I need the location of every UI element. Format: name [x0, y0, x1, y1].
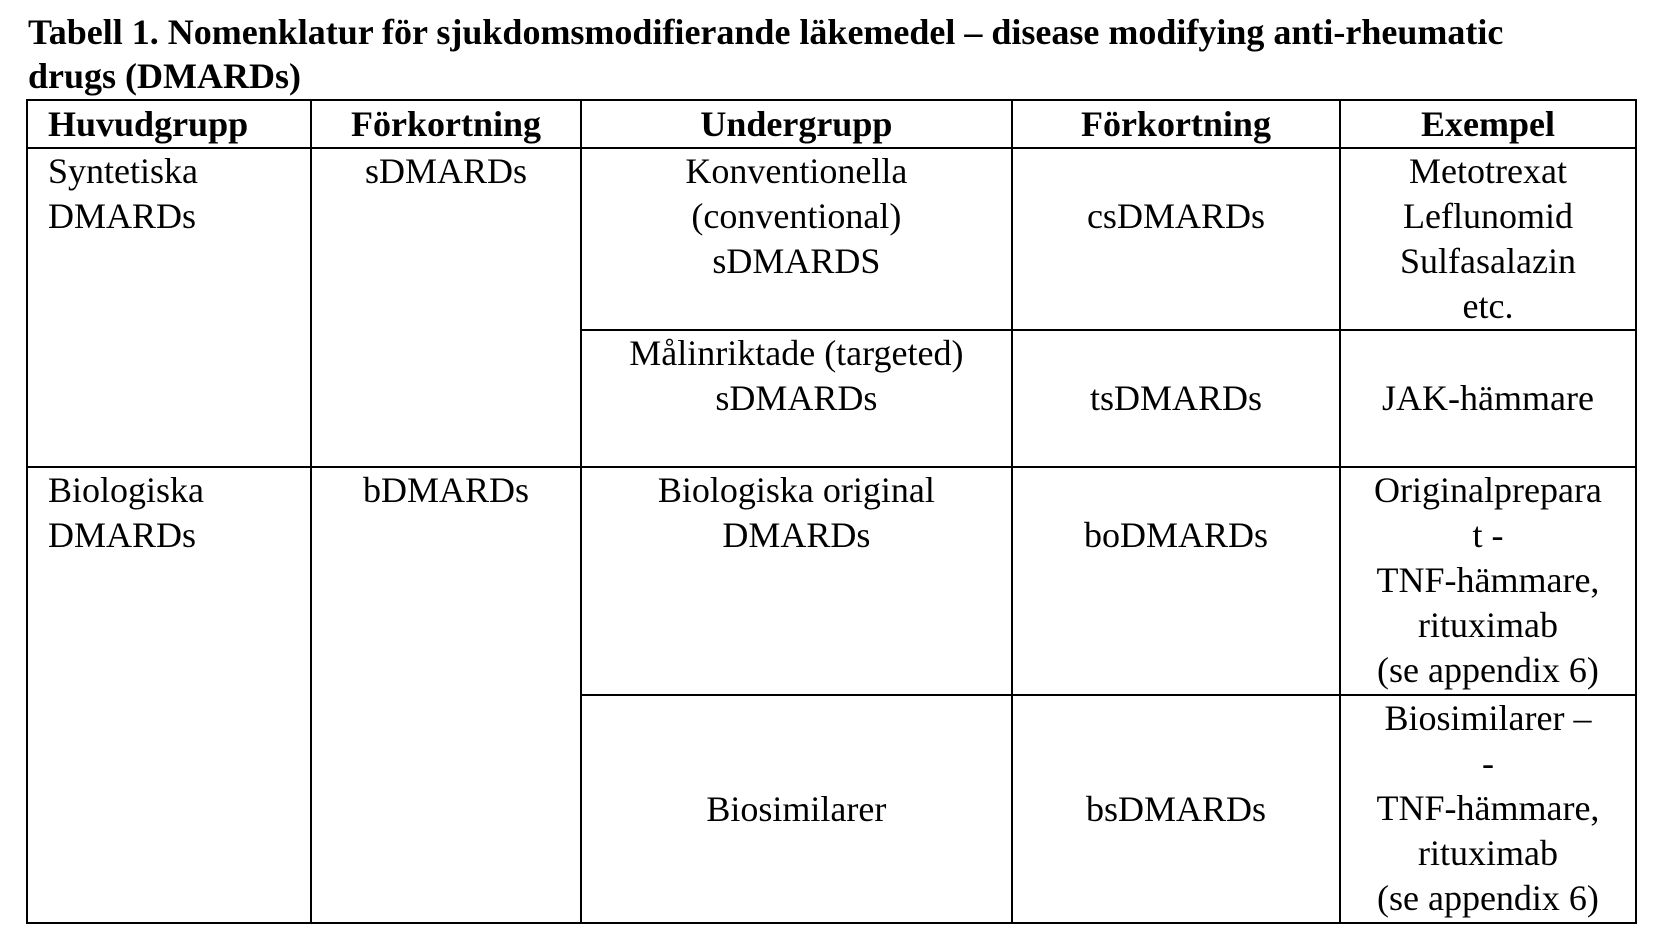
example-line: Leflunomid [1402, 196, 1573, 236]
subgroup-line: (conventional) [691, 196, 902, 236]
main-abbreviation-cell [311, 148, 580, 467]
subgroup-line: Målinriktade (targeted) [629, 333, 964, 373]
subgroup-cell [581, 695, 1012, 923]
table-row [27, 467, 1636, 695]
example-line: rituximab [1417, 605, 1558, 645]
header-examples: Exempel [1340, 100, 1636, 148]
examples-cell [1340, 695, 1636, 923]
header-sub-abbreviation: Förkortning [1012, 100, 1340, 148]
sub-abbreviation-cell [1012, 330, 1340, 467]
main-group-line: DMARDs [48, 196, 197, 236]
main-abbreviation-cell [311, 467, 580, 923]
example-line: etc. [1462, 286, 1514, 326]
example-line: Sulfasalazin [1400, 241, 1576, 281]
example-line: TNF-hämmare, [1376, 560, 1600, 600]
main-abbreviation: sDMARDs [364, 151, 528, 191]
sub-abbreviation: boDMARDs [1083, 515, 1268, 555]
table-caption [28, 10, 1638, 98]
table-row [27, 148, 1636, 330]
example-line: - [1481, 743, 1494, 783]
example-line: (se appendix 6) [1377, 878, 1599, 918]
example-line: t - [1472, 515, 1504, 555]
example-line: Metotrexat [1409, 151, 1567, 191]
subgroup-cell [581, 467, 1012, 695]
header-abbreviation: Förkortning [311, 100, 580, 148]
sub-abbreviation: csDMARDs [1086, 196, 1265, 236]
subgroup-line: Biologiska original [657, 470, 935, 510]
header-row [27, 100, 1636, 148]
main-group-line: DMARDs [48, 515, 197, 555]
main-group-cell [27, 148, 311, 467]
main-abbreviation: bDMARDs [363, 470, 530, 510]
example-line: (se appendix 6) [1377, 650, 1599, 690]
subgroup-line: Konventionella [685, 151, 908, 191]
dmard-nomenclature-table [26, 99, 1637, 924]
examples-cell [1340, 330, 1636, 467]
subgroup-line: Biosimilarer [706, 788, 887, 829]
subgroup-line: sDMARDs [715, 378, 878, 418]
example-line: Biosimilarer – [1384, 698, 1592, 738]
subgroup-line: DMARDs [722, 515, 871, 555]
example-line: TNF-hämmare, [1376, 788, 1600, 828]
subgroup-cell [581, 148, 1012, 330]
header-subgroup: Undergrupp [581, 100, 1012, 148]
examples-cell [1340, 467, 1636, 695]
subgroup-line: sDMARDS [712, 241, 881, 281]
subgroup-cell [581, 330, 1012, 467]
example-line: JAK-hämmare [1382, 378, 1594, 418]
sub-abbreviation-cell [1012, 695, 1340, 923]
sub-abbreviation: tsDMARDs [1089, 378, 1262, 418]
example-line: Originalprepara [1374, 470, 1602, 510]
caption-line-2: drugs (DMARDs) [28, 56, 301, 96]
example-line: rituximab [1417, 833, 1558, 873]
main-group-cell [27, 467, 311, 923]
sub-abbreviation-cell [1012, 467, 1340, 695]
main-group-line: Syntetiska [48, 151, 198, 191]
examples-cell [1340, 148, 1636, 330]
caption-line-1: Tabell 1. Nomenklatur för sjukdomsmodifierande läkemedel – disease modifying anti-rheumatic [28, 12, 1504, 52]
header-main-group: Huvudgrupp [27, 100, 311, 148]
sub-abbreviation: bsDMARDs [1085, 788, 1266, 829]
main-group-line: Biologiska [48, 470, 205, 510]
sub-abbreviation-cell [1012, 148, 1340, 330]
